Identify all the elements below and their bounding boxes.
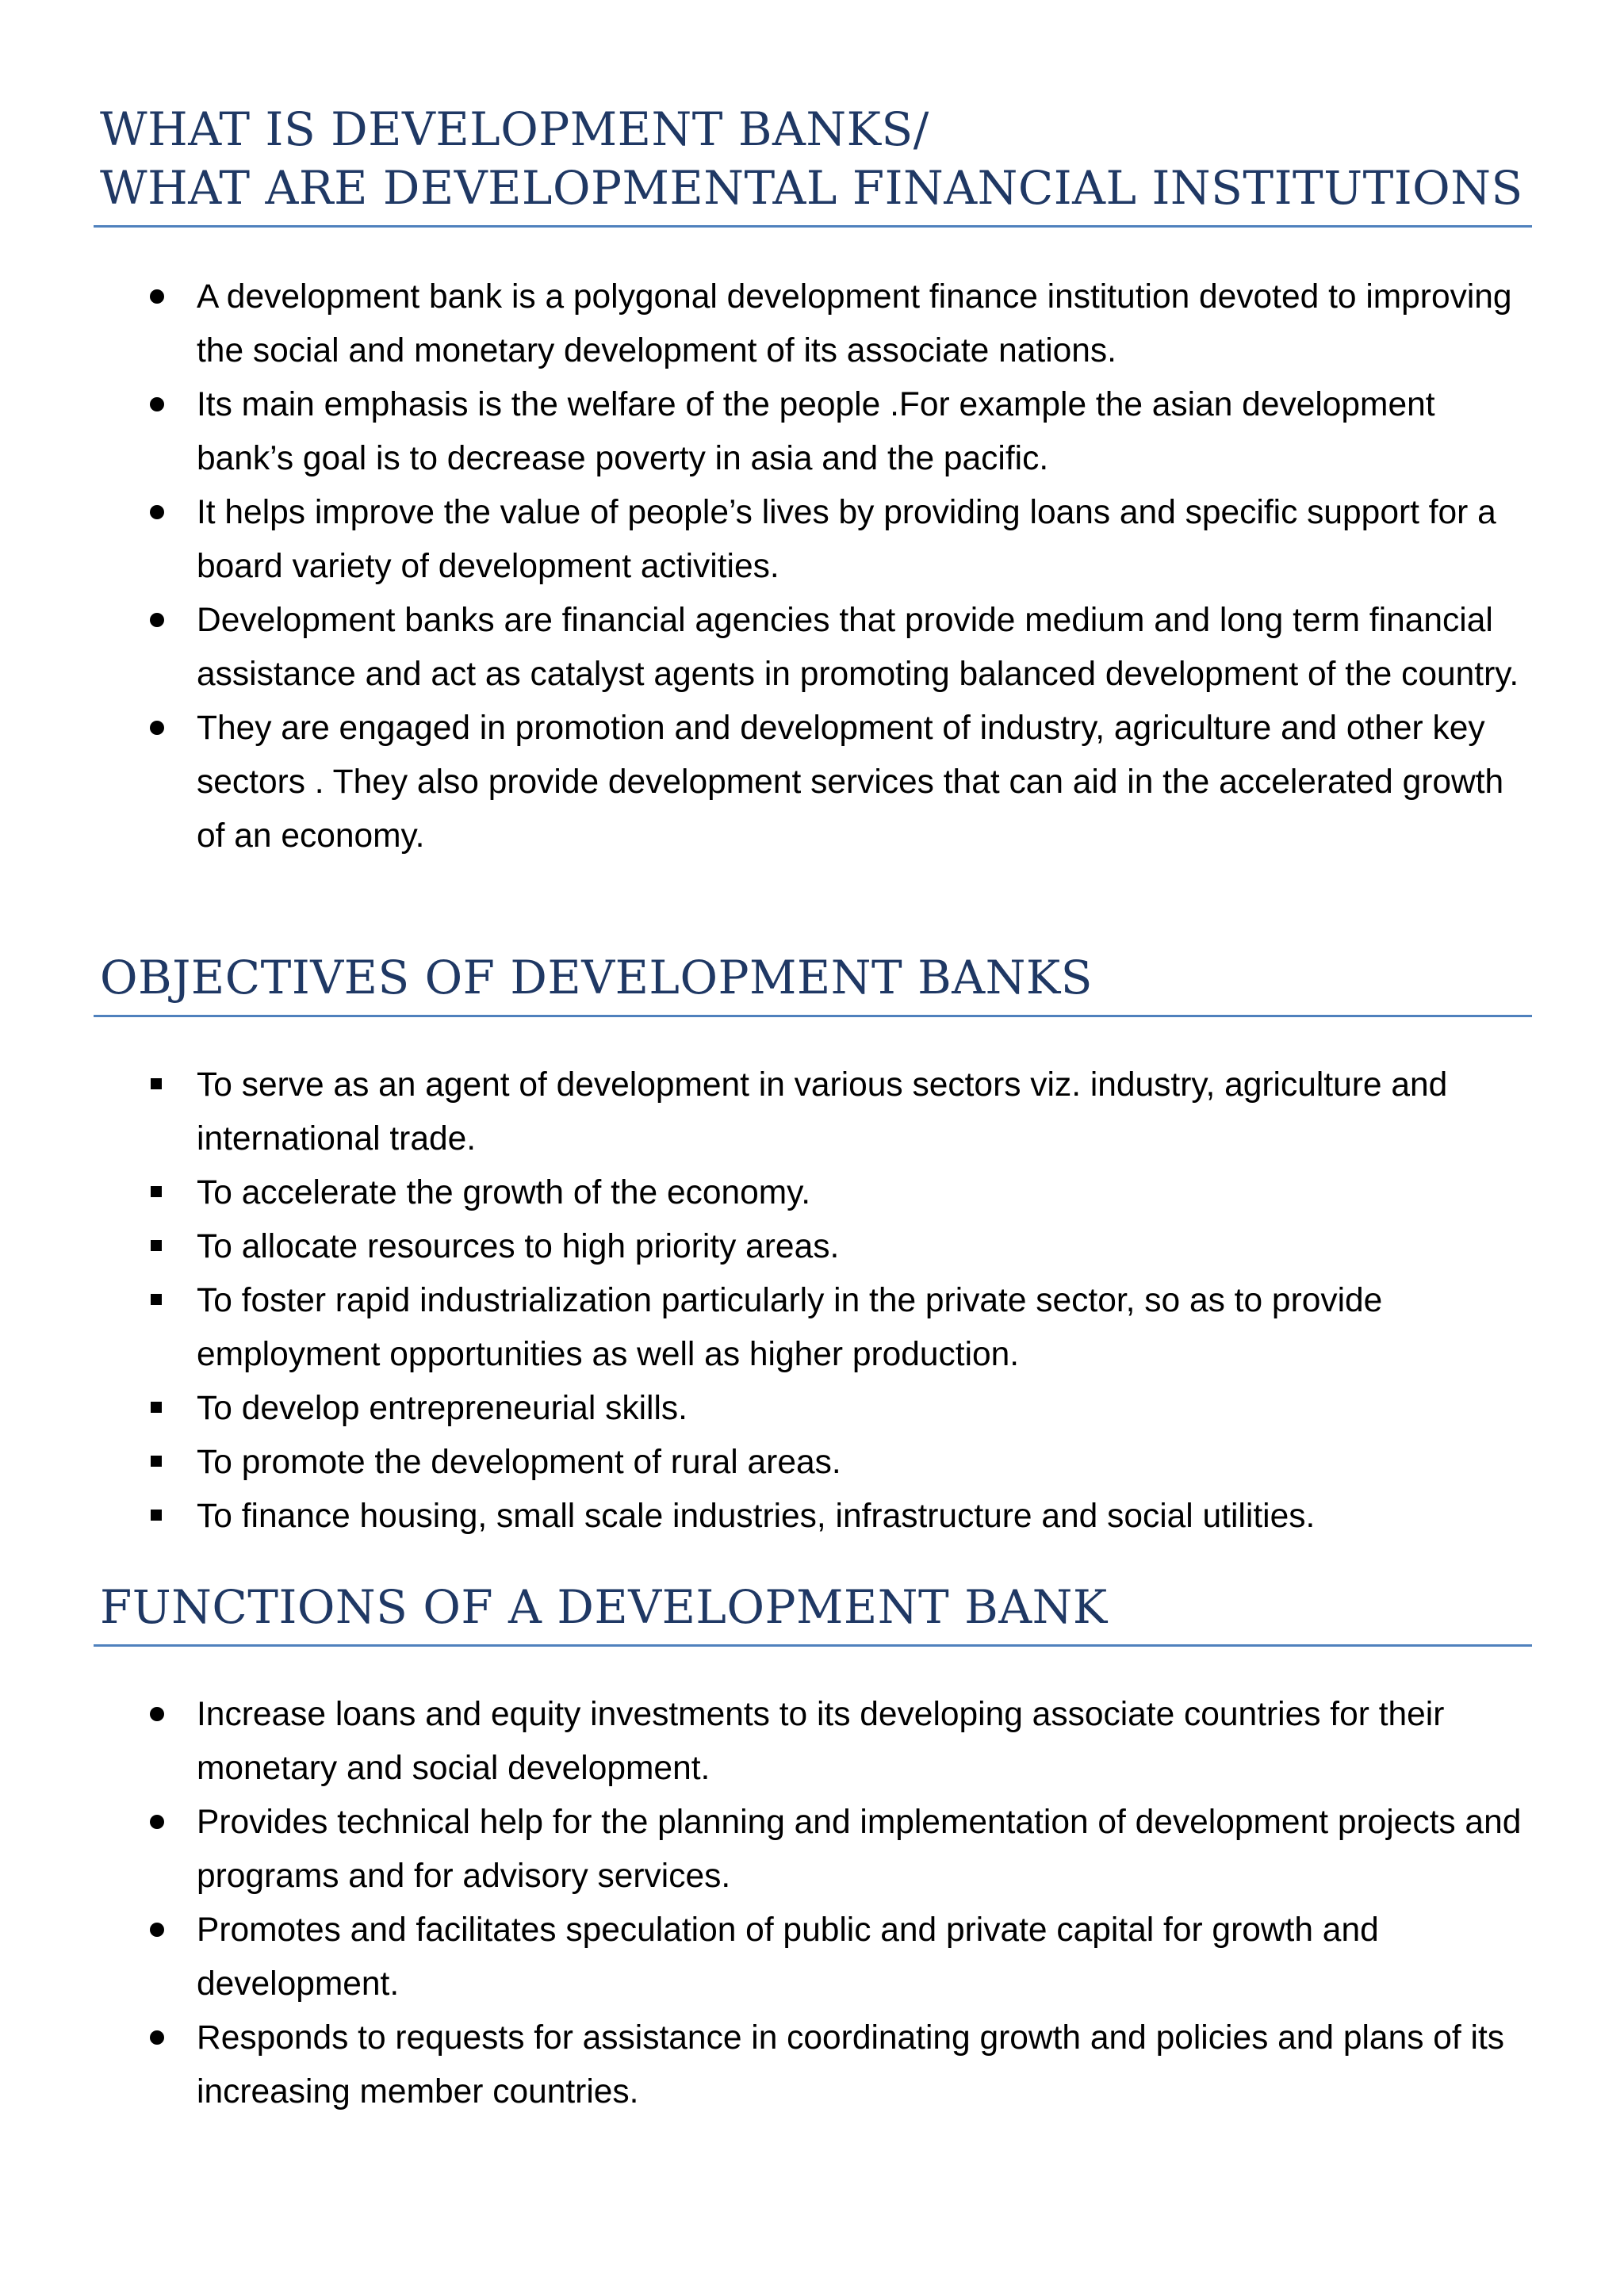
list-item [94,1274,1532,1382]
heading-line: FUNCTIONS OF A DEVELOPMENT BANK [100,1580,1108,1634]
list-item-text: To finance housing, small scale industries, infrastructure and social utilities. [197,1498,1316,1535]
list-item [94,1796,1532,1904]
list-item [94,1220,1532,1274]
bullet-icon [150,2030,164,2045]
heading-line: OBJECTIVES OF DEVELOPMENT BANKS [100,951,1093,1004]
bullet-icon [151,1510,162,1521]
bullet-icon [151,1294,162,1305]
bullet-icon [151,1402,162,1413]
list-item-text: To serve as an agent of development in various sectors viz. industry, agriculture and international trade. [197,1066,1448,1158]
list-item-text: Provides technical help for the planning and implementation of development projects and programs and for advisory services. [197,1804,1522,1895]
bullet-icon [151,1240,162,1251]
list-item [94,702,1532,863]
bullet-list [94,270,1532,863]
list-item-text: Responds to requests for assistance in coordinating growth and policies and plans of its increasing member countries. [197,2019,1505,2110]
list-item [94,1166,1532,1220]
list-item [94,1688,1532,1796]
list-item [94,1904,1532,2011]
bullet-icon [150,505,164,519]
bullet-icon [150,1815,164,1829]
list-item-text: Development banks are financial agencies that provide medium and long term financial assistance and act as catalyst agents in promoting balanced development of the country. [197,602,1519,693]
bullet-icon [150,1707,164,1721]
heading-line: WHAT ARE DEVELOPMENTAL FINANCIAL INSTITUTIONS [100,161,1523,215]
bullet-icon [150,613,164,627]
bullet-icon [150,289,164,304]
list-item [94,1058,1532,1166]
list-item-text: To promote the development of rural areas. [197,1444,841,1481]
heading-line: WHAT IS DEVELOPMENT BANKS/ [100,102,929,156]
list-item [94,270,1532,378]
list-item-text: Increase loans and equity investments to its developing associate countries for their monetary and social development. [197,1696,1445,1787]
list-item-text: To allocate resources to high priority areas. [197,1228,840,1265]
section-heading [94,948,1532,1017]
list-item-text: To develop entrepreneurial skills. [197,1390,688,1427]
list-item-text: To foster rapid industrialization particularly in the private sector, so as to provide employment opportunities as well as higher production. [197,1282,1383,1373]
bullet-list [94,1058,1532,1544]
bullet-icon [151,1186,162,1197]
bullet-icon [151,1078,162,1089]
bullet-icon [151,1456,162,1467]
list-item-text: To accelerate the growth of the economy. [197,1174,811,1211]
bullet-icon [150,397,164,411]
section-heading [94,100,1532,228]
list-item [94,378,1532,486]
bullet-icon [150,1923,164,1937]
section-objectives [94,948,1532,1544]
list-item [94,1436,1532,1490]
section-heading [94,1578,1532,1647]
bullet-list [94,1688,1532,2119]
list-item-text: It helps improve the value of people’s lives by providing loans and specific support for a board variety of development activities. [197,494,1496,585]
list-item-text: They are engaged in promotion and development of industry, agriculture and other key sectors . They also provide development services that can aid in the accelerated growth of an economy. [197,710,1504,855]
section-what-is-development-banks [94,100,1532,863]
bullet-icon [150,721,164,735]
list-item [94,2011,1532,2119]
list-item [94,1490,1532,1544]
list-item-text: A development bank is a polygonal development finance institution devoted to improving the social and monetary development of its associate nations. [197,278,1512,369]
list-item [94,486,1532,594]
list-item-text: Promotes and facilitates speculation of public and private capital for growth and development. [197,1911,1379,2003]
section-functions [94,1578,1532,2119]
list-item-text: Its main emphasis is the welfare of the people .For example the asian development bank’s goal is to decrease poverty in asia and the pacific. [197,386,1435,477]
list-item [94,1382,1532,1436]
list-item [94,594,1532,702]
